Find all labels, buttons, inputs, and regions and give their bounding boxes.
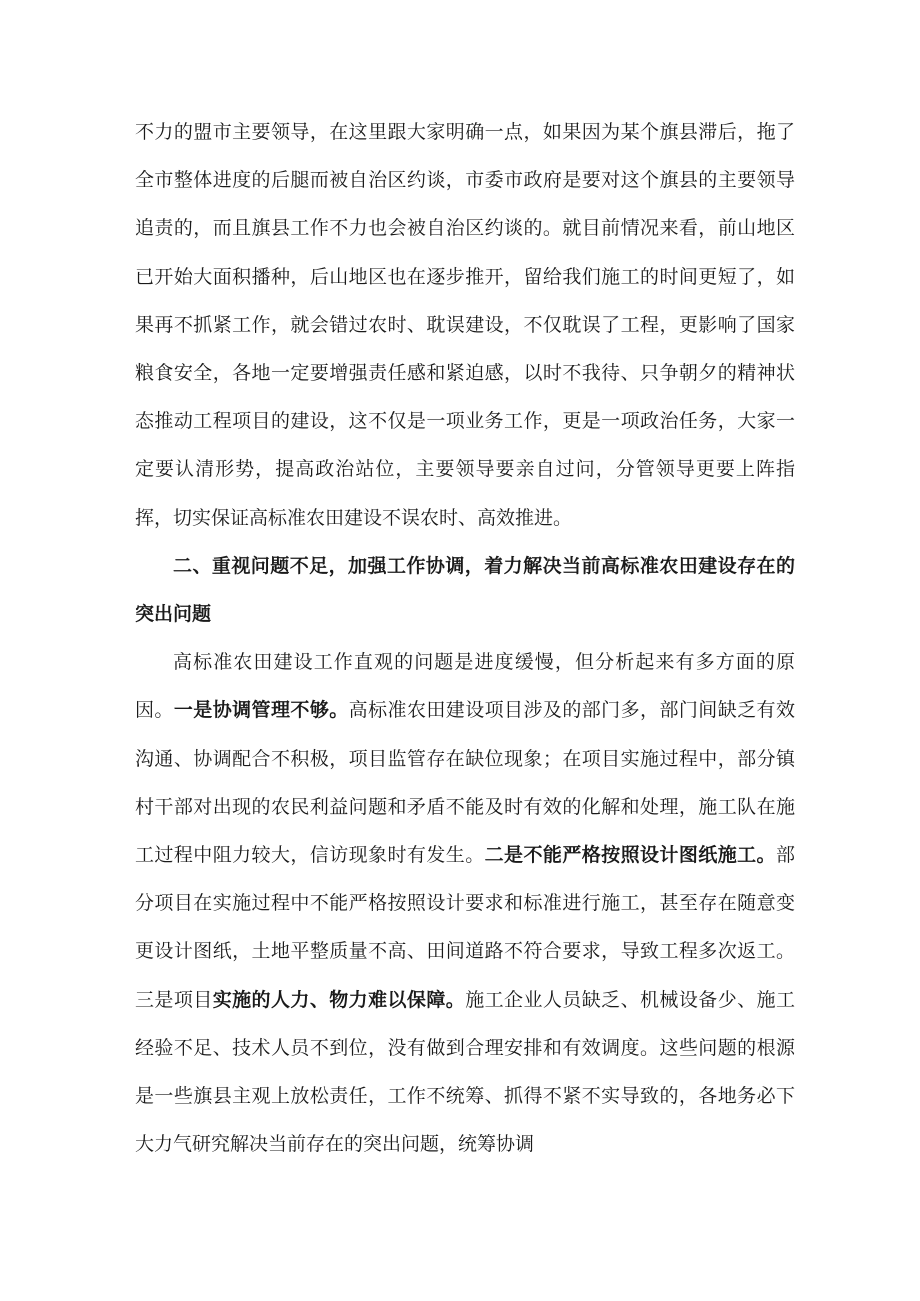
document-page [135, 108, 795, 1168]
paragraph-problems [135, 638, 795, 1168]
section-heading-2: 二、重视问题不足，加强工作协调，着力解决当前高标准农田建设存在的突出问题 [135, 554, 795, 626]
paragraph-problems-text-1: 高标准农田建设项目涉及的部门多，部门间缺乏有效沟通、协调配合不积极，项目监管存在缺位现象；在项目实施过程中，部分镇村干部对出现的农民利益问题和矛盾不能及时有效的化解和处理，施工队在施工过程中阻力较大，信访现象时有发生。 [135, 699, 795, 867]
paragraph-problems-text-2: 部分项目在实施过程中不能严格按照设计要求和标准进行施工，甚至存在随意变更设计图纸，土地平整质量不高、田间道路不符合要求，导致工程多次返工。三是项目 [135, 844, 795, 1011]
bold-point-3: 实施的人力、物力难以保障。 [212, 988, 466, 1011]
paragraph-problems-text-3: 施工企业人员缺乏、机械设备少、施工经验不足、技术人员不到位，没有做到合理安排和有效调度。这些问题的根源是一些旗县主观上放松责任，工作不统筹、抓得不紧不实导致的，各地务必下大力气研究解决当前存在的突出问题，统筹协调 [135, 988, 795, 1156]
paragraph-continuation: 不力的盟市主要领导，在这里跟大家明确一点，如果因为某个旗县滞后，拖了全市整体进度的后腿而被自治区约谈，市委市政府是要对这个旗县的主要领导追责的，而且旗县工作不力也会被自治区约谈的。就目前情况来看，前山地区已开始大面积播种，后山地区也在逐步推开，留给我们施工的时间更短了，如果再不抓紧工作，就会错过农时、耽误建设，不仅耽误了工程，更影响了国家粮食安全，各地一定要增强责任感和紧迫感，以时不我待、只争朝夕的精神状态推动工程项目的建设，这不仅是一项业务工作，更是一项政治任务，大家一定要认清形势，提高政治站位，主要领导要亲自过问，分管领导更要上阵指挥，切实保证高标准农田建设不误农时、高效推进。 [135, 121, 795, 529]
bold-point-1: 一是协调管理不够。 [173, 699, 349, 722]
bold-point-2: 二是不能严格按照设计图纸施工。 [484, 844, 776, 867]
paragraph-problems-intro: 高标准农田建设工作直观的问题是进度缓慢，但分析起来有多方面的原因。 [135, 651, 795, 722]
